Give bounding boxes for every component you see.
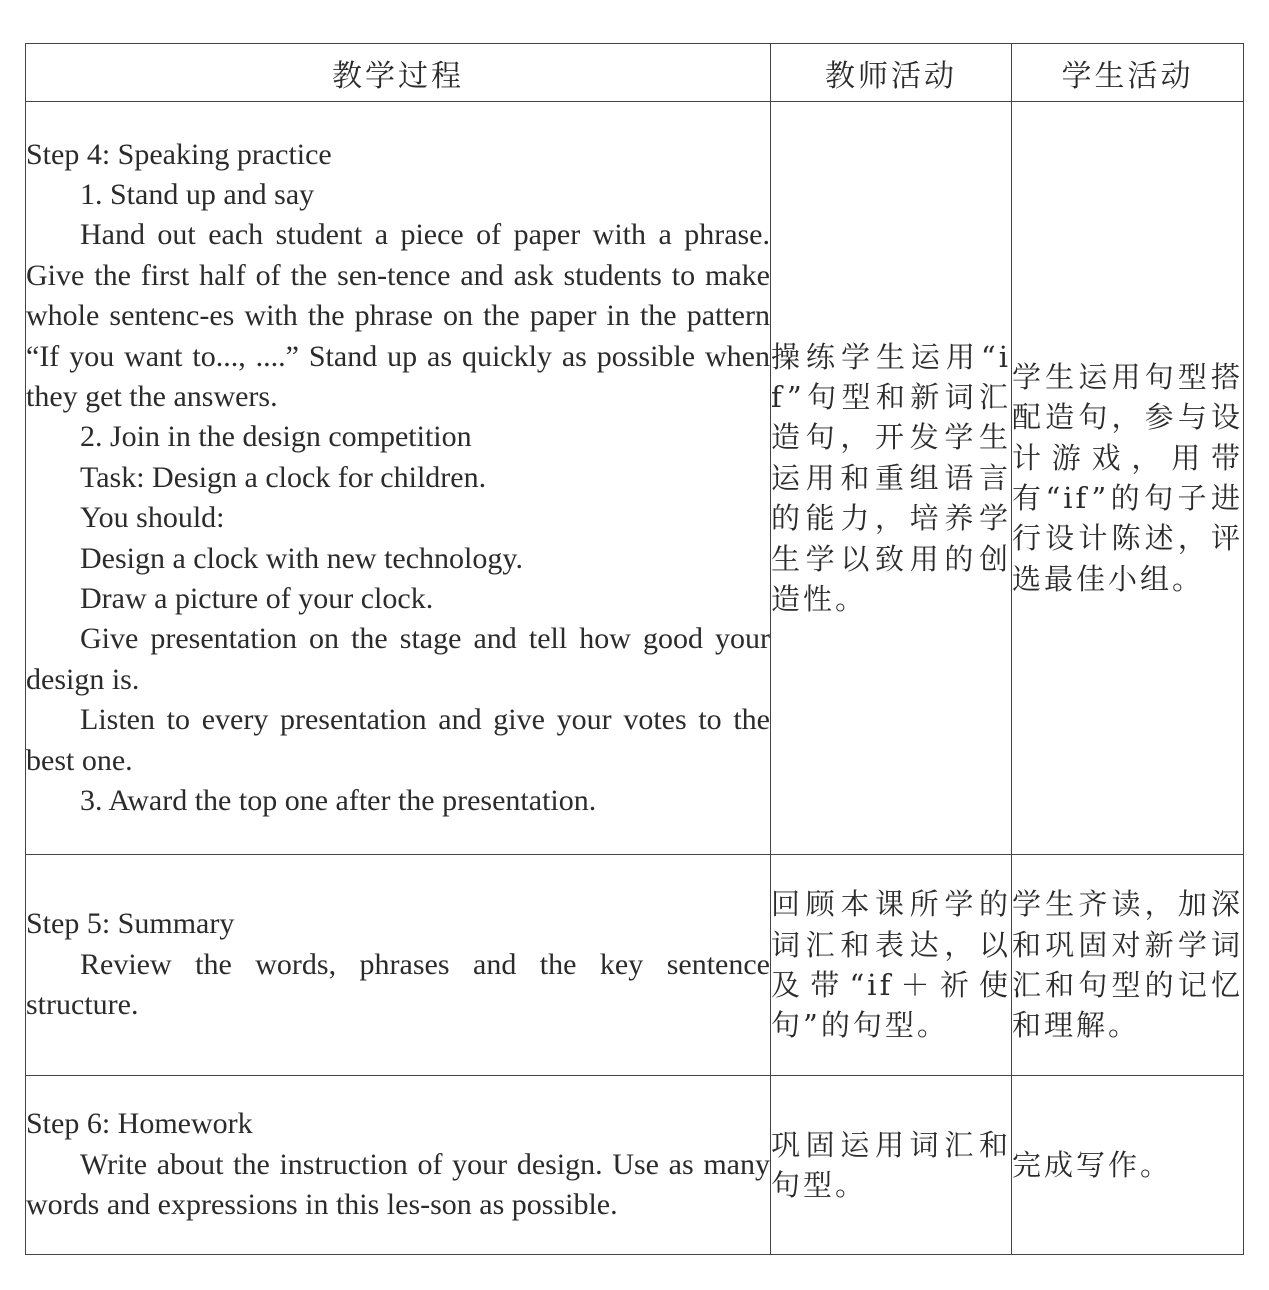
process-line: 1. Stand up and say — [80, 177, 315, 211]
teacher-activity-cell: 操练学生运用“if”句型和新词汇造句，开发学生运用和重组语言的能力，培养学生学以致用的创造性。 — [771, 102, 1012, 855]
process-line: Design a clock with new technology. — [80, 541, 523, 575]
table-row — [26, 102, 1244, 855]
process-line: 3. Award the top one after the presentation. — [80, 784, 597, 818]
process-line: Listen to every presentation and give your votes to the best one. — [26, 703, 770, 777]
process-line: You should: — [80, 501, 225, 535]
process-line: 2. Join in the design competition — [80, 420, 472, 454]
lesson-plan-table — [25, 43, 1244, 1255]
process-cell-step-5 — [26, 855, 771, 1076]
process-line: Task: Design a clock for children. — [80, 460, 487, 494]
header-teacher-activity: 教师活动 — [771, 44, 1012, 102]
step-heading: Step 6: Homework — [26, 1107, 253, 1141]
teacher-activity-cell: 巩固运用词汇和句型。 — [771, 1076, 1012, 1255]
header-student-activity: 学生活动 — [1012, 44, 1244, 102]
step-heading: Step 4: Speaking practice — [26, 137, 332, 171]
process-cell-step-6 — [26, 1076, 771, 1255]
teacher-activity-cell: 回顾本课所学的词汇和表达，以及带“if＋祈使句”的句型。 — [771, 855, 1012, 1076]
step-heading: Step 5: Summary — [26, 907, 235, 941]
process-cell-step-4 — [26, 102, 771, 855]
student-activity-cell: 完成写作。 — [1012, 1076, 1244, 1255]
process-line: Review the words, phrases and the key sentence structure. — [26, 947, 770, 1022]
table-row — [26, 1076, 1244, 1255]
student-activity-cell: 学生运用句型搭配造句，参与设计游戏，用带有“if”的句子进行设计陈述，评选最佳小组。 — [1012, 102, 1244, 855]
process-line: Give presentation on the stage and tell how good your design is. — [26, 622, 770, 696]
header-teaching-process: 教学过程 — [26, 44, 771, 102]
student-activity-cell: 学生齐读，加深和巩固对新学词汇和句型的记忆和理解。 — [1012, 855, 1244, 1076]
table-header-row — [26, 44, 1244, 102]
process-line: Draw a picture of your clock. — [80, 582, 434, 616]
table-row — [26, 855, 1244, 1076]
process-line: Hand out each student a piece of paper with a phrase. Give the first half of the sen-tence and ask students to make whole sentenc-es with the phrase on the paper in the pattern “If you want to..., ....” Stand up as quickly as possible when they get the answers. — [26, 218, 770, 413]
process-line: Write about the instruction of your design. Use as many words and expressions in this les-son as possible. — [26, 1147, 770, 1222]
